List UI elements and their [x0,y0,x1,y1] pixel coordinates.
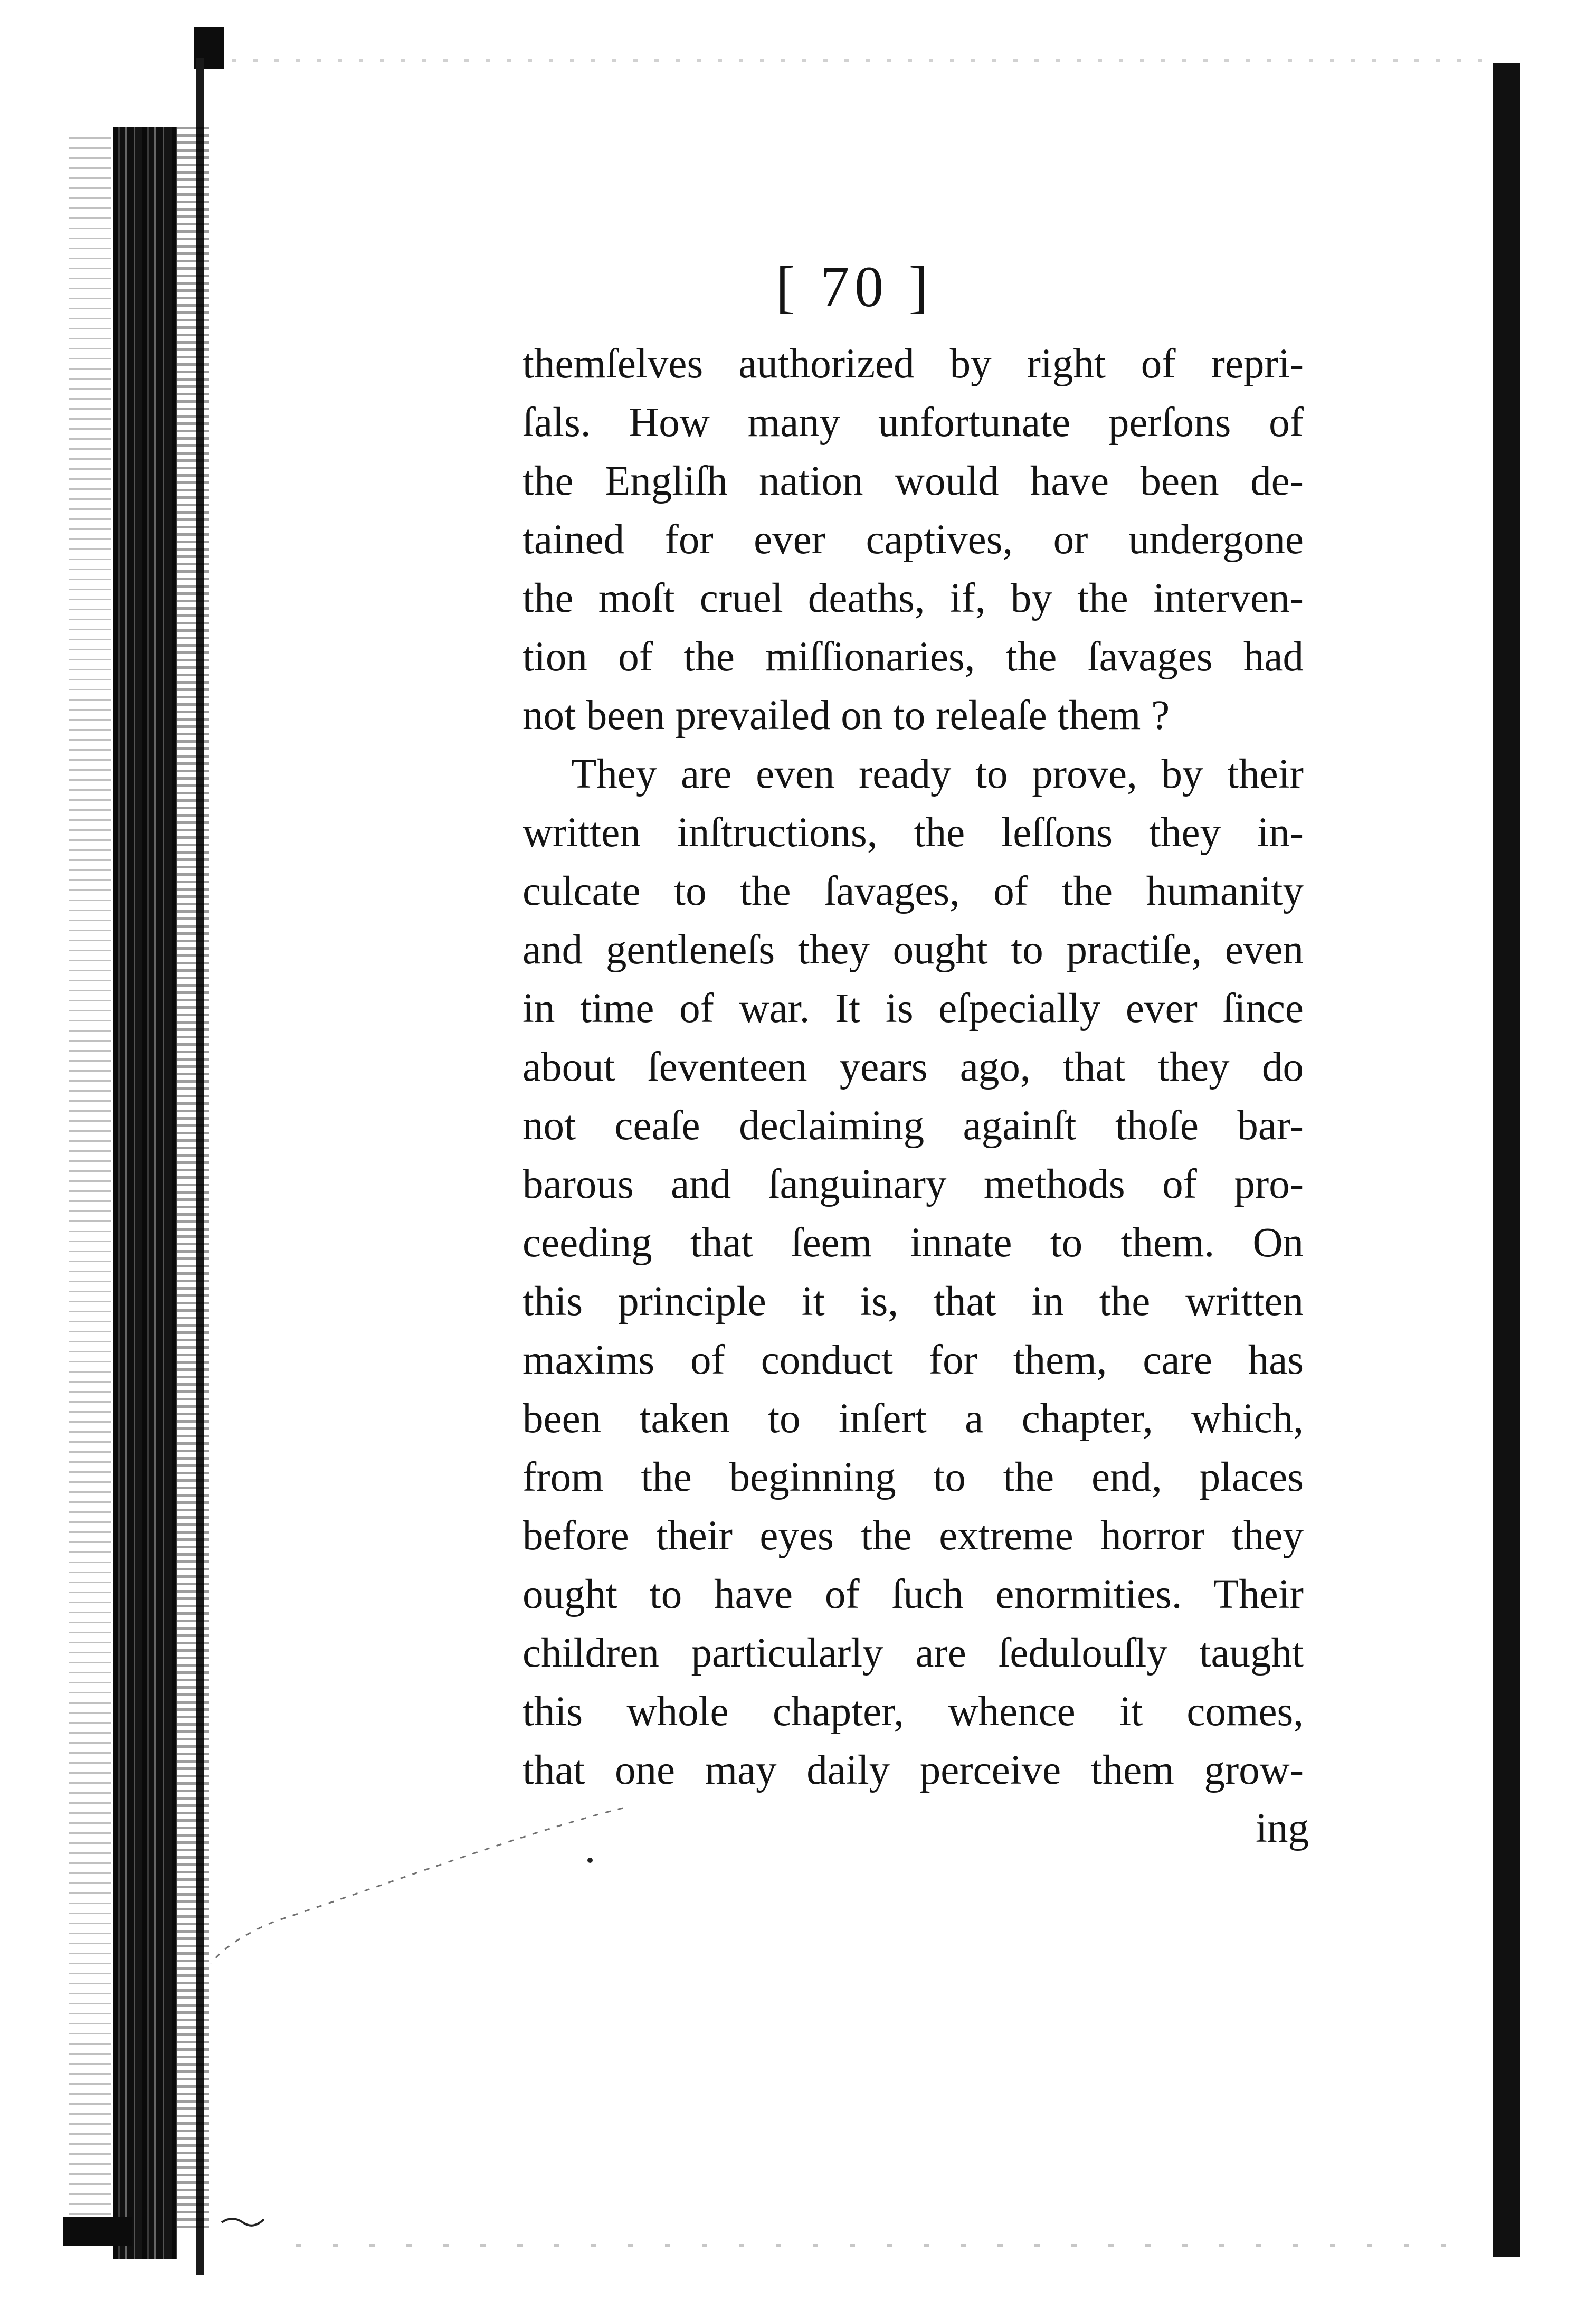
text-line: not ceaſe declaiming againſt thoſe bar- [522,1103,1304,1149]
text-line: the moſt cruel deaths, if, by the interven- [522,575,1304,621]
text-line: from the beginning to the end, places [522,1454,1304,1500]
text-line: barous and ſanguinary methods of pro- [522,1161,1304,1207]
binding-shadow [113,127,177,2259]
text-line: culcate to the ſavages, of the humanity [522,868,1304,914]
text-line: the Engliſh nation would have been de- [522,458,1304,504]
text-line: children particularly are ſedulouſly taught [522,1630,1304,1676]
bottom-scan-noise [296,2244,1478,2247]
text-line: and gentleneſs they ought to practiſe, even [522,927,1304,973]
paragraph [522,745,1304,1800]
text-line: not been prevailed on to releaſe them ? [522,693,1170,739]
page-number: [ 70 ] [776,254,934,319]
right-page-edge-shadow [1493,63,1520,2257]
text-line: themſelves authorized by right of repri- [522,341,1304,387]
text-line: tained for ever captives, or undergone [522,517,1304,563]
text-line: about ſeventeen years ago, that they do [522,1044,1304,1090]
text-line: before their eyes the extreme horror they [522,1513,1304,1559]
binding-speckle [69,137,111,2238]
catchword: ing [1256,1805,1309,1851]
text-line: been taken to inſert a chapter, which, [522,1396,1304,1442]
text-line: ceeding that ſeem innate to them. On [522,1220,1304,1266]
binding-speckle-inner [177,127,209,2228]
text-line: maxims of conduct for them, care has [522,1337,1304,1383]
text-line: They are even ready to prove, by their [571,751,1304,797]
text-line: that one may daily perceive them grow- [522,1747,1304,1793]
text-line: in time of war. It is eſpecially ever ſince [522,986,1304,1032]
text-line: this whole chapter, whence it comes, [522,1689,1304,1735]
text-line: tion of the miſſionaries, the ſavages had [522,634,1304,680]
text-line: ſals. How many unfortunate perſons of [522,400,1304,446]
paragraph [522,335,1304,745]
text-line: written inſtructions, the leſſons they in- [522,810,1304,856]
binding-foot-mark [63,2217,132,2246]
scanned-binding-edge [0,0,232,2309]
text-line: ought to have of ſuch enormities. Their [522,1572,1304,1617]
top-scan-noise [232,59,1488,62]
body-text [522,335,1304,1800]
text-line: this principle it is, that in the written [522,1279,1304,1324]
